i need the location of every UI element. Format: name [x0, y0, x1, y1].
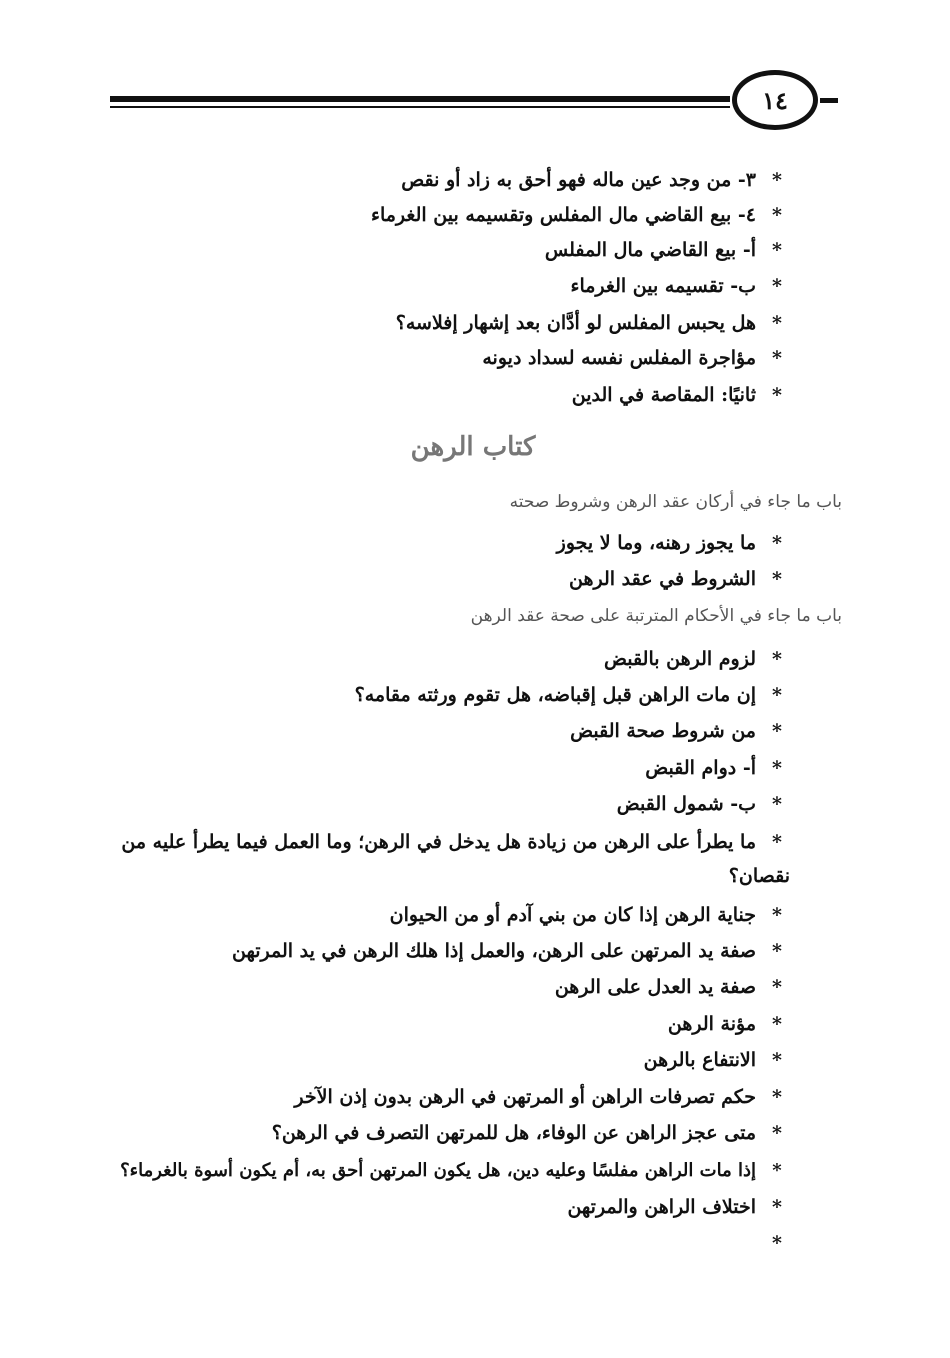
bullet-star-icon: *	[772, 1232, 782, 1254]
list-item: *إذا مات الراهن مفلسًا وعليه دين، هل يكون المرتهن أحق به، أم يكون أسوة بالغرماء؟	[120, 1152, 790, 1190]
list-item: *جناية الرهن إذا كان من بني آدم أو من الحيوان	[390, 896, 790, 934]
bullet-star-icon: *	[772, 1160, 782, 1181]
list-item: *ما يطرأ على الرهن من زيادة هل يدخل في الرهن؛ وما العمل فيما يطرأ عليه من نقصان؟	[110, 825, 790, 893]
bullet-star-icon: *	[772, 757, 782, 779]
chapter-heading: باب ما جاء في الأحكام المترتبة على صحة عقد الرهن	[470, 606, 842, 626]
list-item: *ب- تقسيمه بين الغرماء	[571, 267, 790, 305]
list-item: *حكم تصرفات الراهن أو المرتهن في الرهن بدون إذن الآخر	[294, 1078, 790, 1116]
list-item: *صفة يد المرتهن على الرهن، والعمل إذا هلك الرهن في يد المرتهن	[232, 932, 790, 970]
list-item: *صفة يد العدل على الرهن	[555, 968, 790, 1006]
bullet-star-icon: *	[772, 684, 782, 706]
list-item: *٣- من وجد عين ماله فهو أحق به زاد أو نقص	[401, 161, 790, 199]
bullet-star-icon: *	[772, 347, 782, 369]
list-item: *أ- بيع القاضي مال المفلس	[545, 231, 790, 269]
bullet-star-icon: *	[772, 720, 782, 742]
bullet-star-icon: *	[772, 568, 782, 590]
list-item: *ب- شمول القبض	[617, 785, 790, 823]
list-item: *مؤنة الرهن	[668, 1005, 790, 1043]
list-item: *متى عجز الراهن عن الوفاء، هل للمرتهن التصرف في الرهن؟	[272, 1114, 790, 1152]
bullet-star-icon: *	[772, 312, 782, 334]
list-item: *الانتفاع بالرهن	[644, 1041, 790, 1079]
bullet-star-icon: *	[772, 1122, 782, 1144]
bullet-star-icon: *	[772, 648, 782, 670]
bullet-star-icon: *	[772, 793, 782, 815]
bullet-star-icon: *	[772, 904, 782, 926]
bullet-star-icon: *	[772, 169, 782, 191]
page-number: ١٤	[762, 85, 788, 115]
bullet-star-icon: *	[772, 1086, 782, 1108]
bullet-star-icon: *	[772, 1013, 782, 1035]
list-item: *مؤاجرة المفلس نفسه لسداد ديونه	[482, 339, 790, 377]
bullet-star-icon: *	[772, 532, 782, 554]
list-item: *٤- بيع القاضي مال المفلس وتقسيمه بين الغرماء	[371, 196, 790, 234]
bullet-star-icon: *	[772, 940, 782, 962]
list-item: *اختلاف الراهن والمرتهن	[567, 1188, 790, 1226]
list-item: *ثانيًا: المقاصة في الدين	[572, 376, 790, 414]
bullet-star-icon: *	[772, 976, 782, 998]
bullet-star-icon: *	[772, 204, 782, 226]
list-item	[756, 1224, 790, 1262]
bullet-star-icon: *	[772, 1196, 782, 1218]
list-item: *إن مات الراهن قبل إقباضه، هل تقوم ورثته مقامه؟	[355, 676, 790, 714]
list-item: *هل يحبس المفلس لو أدَّان بعد إشهار إفلاسه؟	[396, 304, 790, 342]
list-item: *الشروط في عقد الرهن	[569, 560, 790, 598]
bullet-star-icon: *	[772, 831, 782, 853]
book-title: كتاب الرهن	[410, 432, 536, 462]
bullet-star-icon: *	[772, 384, 782, 406]
bullet-star-icon: *	[772, 275, 782, 297]
bullet-star-icon: *	[772, 1049, 782, 1071]
chapter-heading: باب ما جاء في أركان عقد الرهن وشروط صحته	[509, 492, 842, 512]
list-item: *لزوم الرهن بالقبض	[604, 640, 790, 678]
list-item: *أ- دوام القبض	[645, 749, 790, 787]
list-item: *ما يجوز رهنه، وما لا يجوز	[557, 524, 790, 562]
bullet-star-icon: *	[772, 239, 782, 261]
list-item: *من شروط صحة القبض	[570, 712, 790, 750]
